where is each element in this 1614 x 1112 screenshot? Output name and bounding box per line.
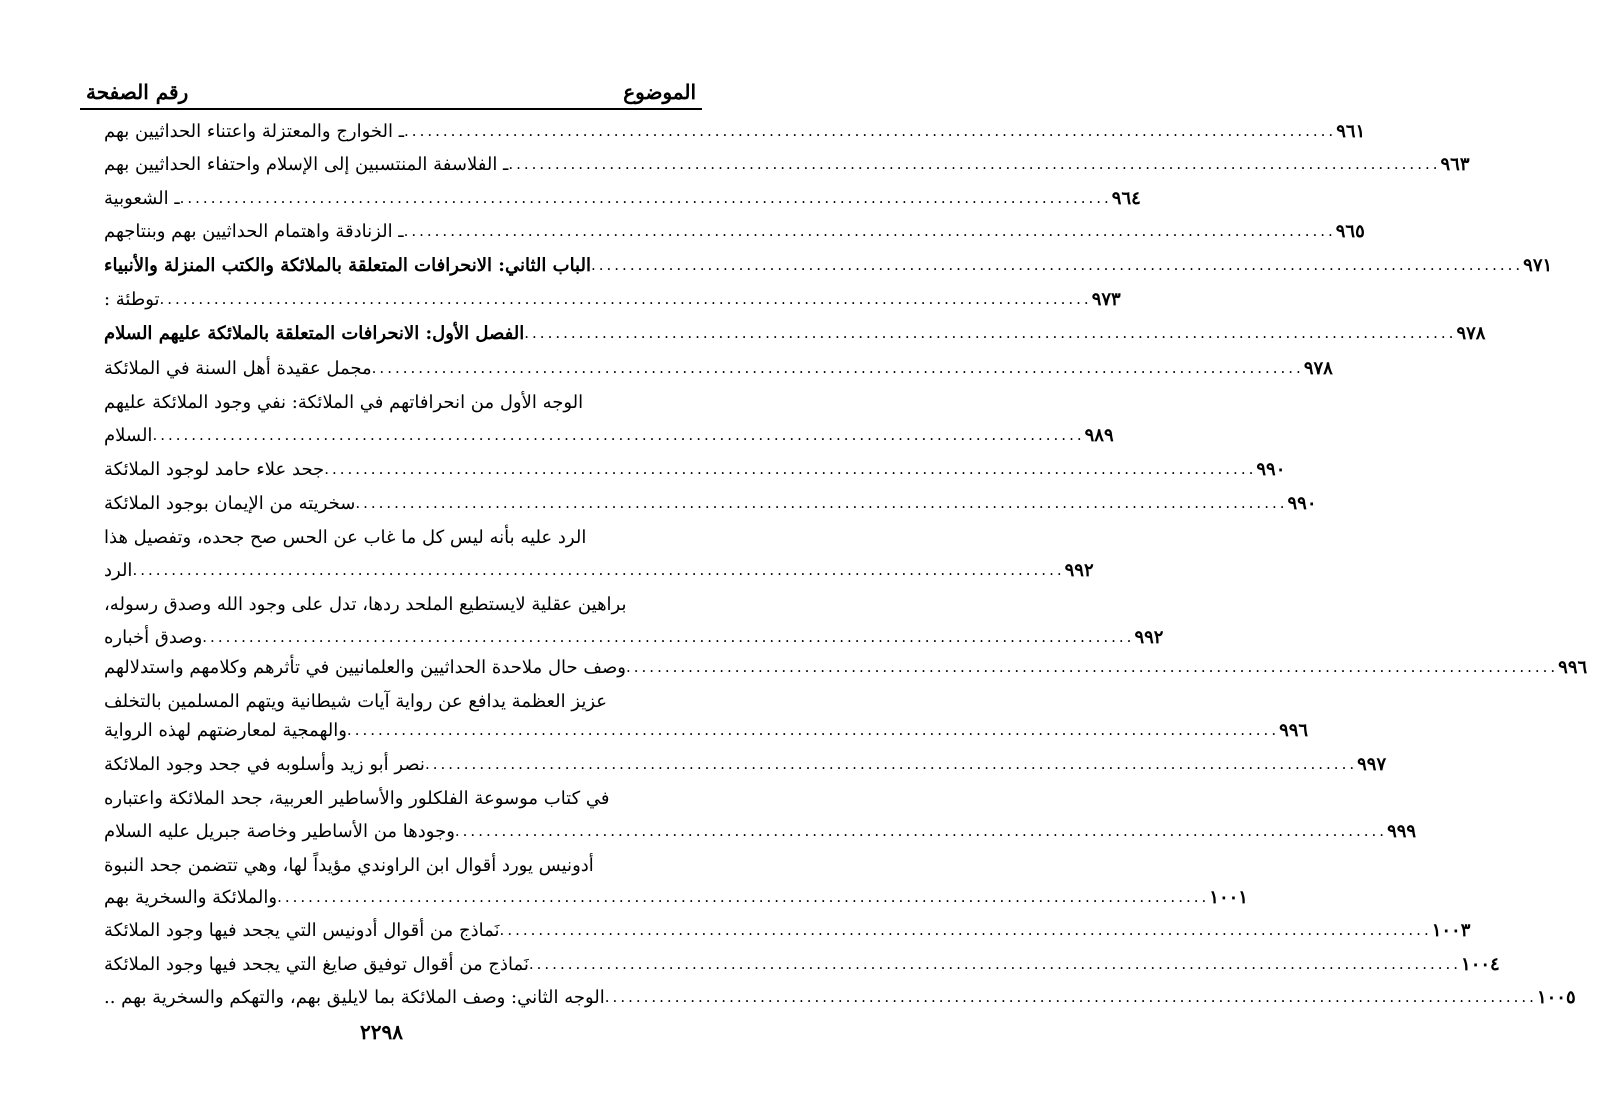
toc-entry-title: براهين عقلية لايستطيع الملحد ردها، تدل على وجود الله وصدق رسوله، — [104, 593, 627, 615]
dot-leader: ........................................................................................................................ — [371, 359, 1304, 377]
toc-entry-title: عزيز العظمة يدافع عن رواية آيات شيطانية ويتهم المسلمين بالتخلف — [104, 690, 608, 712]
topic-column-header: الموضوع — [623, 80, 696, 104]
dot-leader: ........................................................................................................................ — [152, 426, 1085, 444]
dot-leader: ........................................................................................................................ — [524, 324, 1457, 342]
toc-entry — [96, 115, 1366, 147]
toc-entry-title: وجودها من الأساطير وخاصة جبريل عليه السلام — [104, 820, 455, 842]
toc-entry-title: ـ الخوارج والمعتزلة واعتناء الحداثيين بهم — [104, 120, 405, 142]
toc-entry — [96, 748, 1387, 780]
toc-entry-page: ١٠٠١ — [1209, 886, 1248, 908]
toc-entry-title: توطئة : — [104, 288, 160, 310]
toc-entry — [96, 815, 1417, 847]
toc-entry — [96, 352, 1333, 384]
toc-entry-title: نَماذج من أقوال توفيق صايغ التي يجحد فيها وجود الملائكة — [104, 953, 529, 975]
toc-entry — [96, 386, 701, 418]
toc-entry-page: ٩٦١ — [1336, 120, 1366, 142]
toc-entry — [96, 317, 1486, 349]
toc-entry-page: ٩٦٥ — [1335, 220, 1365, 242]
toc-entry — [96, 283, 1121, 315]
dot-leader: ........................................................................................................................ — [277, 888, 1210, 906]
toc-entry-title: جحد علاء حامد لوجود الملائكة — [104, 458, 325, 480]
toc-entry-title: مجمل عقيدة أهل السنة في الملائكة — [104, 357, 372, 379]
toc-entry — [96, 487, 1317, 519]
toc-entry-page: ٩٩٢ — [1064, 559, 1094, 581]
toc-entry-page: ٩٩٦ — [1279, 719, 1309, 741]
toc-entry — [96, 419, 1114, 451]
dot-leader: ........................................................................................................................ — [590, 256, 1524, 274]
toc-entry-page: ٩٩٢ — [1134, 626, 1164, 648]
toc-entry-title: نصر أبو زيد وأسلوبه في جحد وجود الملائكة — [104, 753, 425, 775]
toc-entry-title: الفصل الأول: الانحرافات المتعلقة بالملائكة عليهم السلام — [104, 322, 525, 344]
dot-leader: ........................................................................................................................ — [626, 658, 1559, 676]
toc-entry-page: ١٠٠٣ — [1431, 919, 1471, 941]
toc-entry — [96, 148, 1470, 180]
toc-entry — [96, 521, 701, 553]
toc-entry-page: ٩٨٩ — [1084, 424, 1114, 446]
dot-leader: ........................................................................................................................ — [202, 628, 1135, 646]
toc-entry-title: ـ الزنادقة واهتمام الحداثيين بهم وبنتاجهم — [104, 220, 404, 242]
dot-leader: ........................................................................................................................ — [179, 189, 1112, 207]
dot-leader: ........................................................................................................................ — [403, 222, 1336, 240]
toc-entry-title: الرد عليه بأنه ليس كل ما غاب عن الحس صح جحده، وتفصيل هذا — [104, 526, 587, 548]
toc-entry-page: ٩٦٤ — [1111, 187, 1141, 209]
dot-leader: ........................................................................................................................ — [424, 755, 1358, 773]
toc-entry-page: ٩٦٣ — [1440, 153, 1470, 175]
dot-leader: ........................................................................................................................ — [404, 122, 1337, 140]
toc-entry-page: ١٠٠٤ — [1461, 953, 1500, 975]
toc-entry-page: ١٠٠٥ — [1536, 986, 1576, 1008]
dot-leader: ........................................................................................................................ — [346, 721, 1280, 739]
toc-entry-title: الوجه الثاني: وصف الملائكة بما لايليق بهم، والتهكم والسخرية بهم .. — [104, 986, 605, 1008]
toc-entry-title: الرد — [104, 559, 133, 581]
page-number-column-header: رقم الصفحة — [86, 80, 189, 104]
toc-entry-title: الوجه الأول من انحرافاتهم في الملائكة: نفي وجود الملائكة عليهم — [104, 391, 584, 413]
toc-entry-page: ٩٧٨ — [1456, 322, 1486, 344]
toc-entry-page: ٩٩٧ — [1357, 753, 1387, 775]
toc-entry — [96, 981, 1576, 1013]
toc-entry — [96, 685, 701, 717]
toc-entry-page: ٩٧٨ — [1303, 357, 1333, 379]
toc-entry — [96, 215, 1365, 247]
toc-entry-page: ٩٩٩ — [1387, 820, 1417, 842]
dot-leader: ........................................................................................................................ — [132, 561, 1065, 579]
toc-entry-page: ٩٩٠ — [1287, 492, 1317, 514]
dot-leader: ........................................................................................................................ — [159, 290, 1092, 308]
toc-entry-title: سخريته من الإيمان بوجود الملائكة — [104, 492, 356, 514]
dot-leader: ........................................................................................................................ — [355, 494, 1288, 512]
toc-entry-page: ٩٧١ — [1523, 254, 1553, 276]
toc-entry — [96, 453, 1286, 485]
toc-entry — [96, 621, 1164, 653]
toc-entry — [96, 948, 1500, 980]
toc-entry — [96, 714, 1309, 746]
toc-entry-title: في كتاب موسوعة الفلكلور والأساطير العربية، جحد الملائكة واعتباره — [104, 787, 610, 809]
toc-entry-title: ـ الشعوبية — [104, 187, 180, 209]
dot-leader: ........................................................................................................................ — [454, 822, 1388, 840]
toc-entry-title: وصدق أخباره — [104, 626, 203, 648]
toc-entry — [96, 249, 1553, 281]
dot-leader: ........................................................................................................................ — [324, 460, 1257, 478]
toc-entry — [96, 849, 701, 881]
toc-entry-page: ٩٩٦ — [1558, 656, 1588, 678]
toc-entry-title: السلام — [104, 424, 153, 446]
toc-entry-title: أدونيس يورد أقوال ابن الراوندي مؤيداً لها، وهي تتضمن جحد النبوة — [104, 854, 594, 876]
toc-entry — [96, 554, 1094, 586]
toc-entry-title: الباب الثاني: الانحرافات المتعلقة بالملائكة والكتب المنزلة والأنبياء — [104, 254, 591, 276]
toc-entry-title: والهمجية لمعارضتهم لهذه الرواية — [104, 719, 347, 741]
toc-entry — [96, 881, 1248, 913]
toc-entry — [96, 914, 1471, 946]
toc-entry — [96, 588, 701, 620]
toc-entry-title: وصف حال ملاحدة الحداثيين والعلمانيين في تأثرهم وكلامهم واستدلالهم — [104, 656, 626, 678]
toc-entry-page: ٩٧٣ — [1091, 288, 1121, 310]
toc-entry-title: والملائكة والسخرية بهم — [104, 886, 278, 908]
toc-entry-page: ٩٩٠ — [1256, 458, 1286, 480]
dot-leader: ........................................................................................................................ — [604, 988, 1537, 1006]
dot-leader: ........................................................................................................................ — [508, 155, 1441, 173]
dot-leader: ........................................................................................................................ — [528, 955, 1462, 973]
toc-entry — [96, 182, 1141, 214]
toc-entry-title: ـ الفلاسفة المنتسبين إلى الإسلام واحتفاء الحداثيين بهم — [104, 153, 509, 175]
dot-leader: ........................................................................................................................ — [499, 921, 1432, 939]
toc-entry — [96, 782, 701, 814]
toc-entry — [96, 651, 1588, 683]
toc-entry-title: نَماذج من أقوال أدونيس التي يجحد فيها وجود الملائكة — [104, 919, 500, 941]
page-number-footer: ٢٢٩٨ — [360, 1020, 403, 1044]
